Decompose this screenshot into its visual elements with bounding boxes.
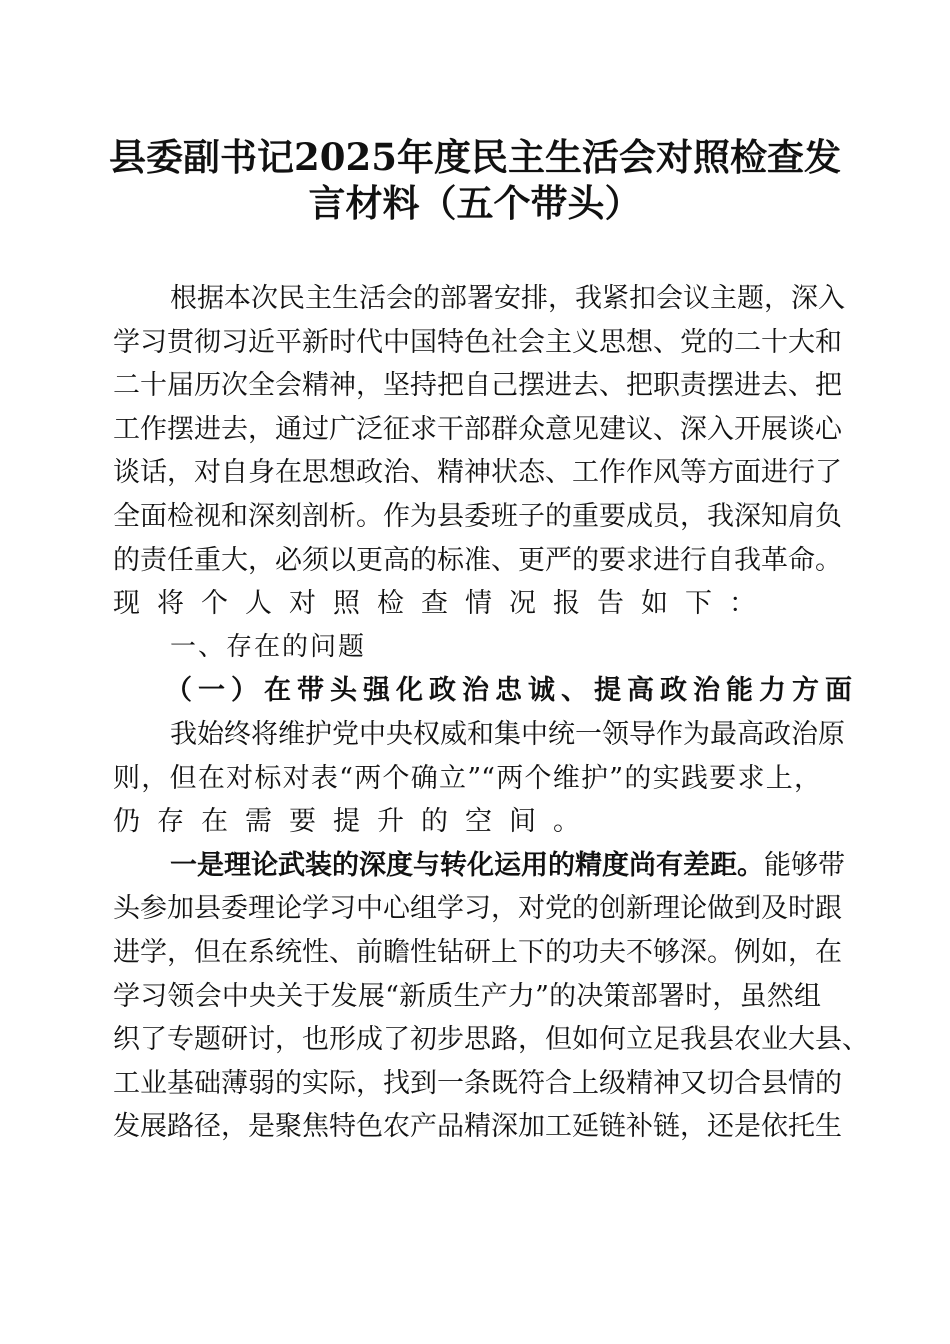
intro-line: 二十届历次全会精神，坚持把自己摆进去、把职责摆进去、把 [113, 370, 842, 402]
para-line: 头参加县委理论学习中心组学习，对党的创新理论做到及时跟 [113, 893, 842, 925]
para-line: 工业基础薄弱的实际，找到一条既符合上级精神又切合县情的 [113, 1067, 842, 1099]
para-line: 进学，但在系统性、前瞻性钻研上下的功夫不够深。例如，在 [113, 936, 842, 968]
intro-line: 谈话，对自身在思想政治、精神状态、工作作风等方面进行了 [113, 457, 842, 489]
para-line: 则，但在对标对表“两个确立”“两个维护”的实践要求上， [113, 762, 821, 794]
intro-line: 现将个人对照检查情况报告如下： [113, 588, 773, 620]
para-text: 能够带 [764, 849, 845, 881]
para-line [113, 844, 845, 888]
intro-line: 工作摆进去，通过广泛征求干部群众意见建议、深入开展谈心 [113, 413, 842, 445]
document-body [113, 277, 869, 1149]
section-heading: 一、存在的问题 [170, 631, 367, 662]
para-line: 仍存在需要提升的空间。 [113, 806, 597, 838]
intro-line: 学习贯彻习近平新时代中国特色社会主义思想、党的二十大和 [113, 326, 842, 358]
document-title [100, 134, 850, 226]
para-line: 我始终将维护党中央权威和集中统一领导作为最高政治原 [170, 718, 845, 750]
intro-line: 全面检视和深刻剖析。作为县委班子的重要成员，我深知肩负 [113, 500, 842, 532]
para-line: 学习领会中央关于发展“新质生产力”的决策部署时，虽然组 [113, 980, 821, 1012]
bold-lead: 一是理论武装的深度与转化运用的精度尚有差距。 [170, 849, 764, 881]
title-line-2: 言材料（五个带头） [308, 181, 642, 225]
title-line-1: 县委副书记2025年度民主生活会对照检查发 [109, 135, 841, 179]
para-line: 织了专题研讨，也形成了初步思路，但如何立足我县农业大县、 [113, 1024, 869, 1056]
intro-line: 的责任重大，必须以更高的标准、更严的要求进行自我革命。 [113, 544, 842, 576]
intro-line: 根据本次民主生活会的部署安排，我紧扣会议主题，深入 [170, 283, 845, 314]
para-line: 发展路径，是聚焦特色农产品精深加工延链补链，还是依托生 [113, 1111, 842, 1143]
subsection-heading: （一）在带头强化政治忠诚、提高政治能力方面 [165, 675, 858, 707]
